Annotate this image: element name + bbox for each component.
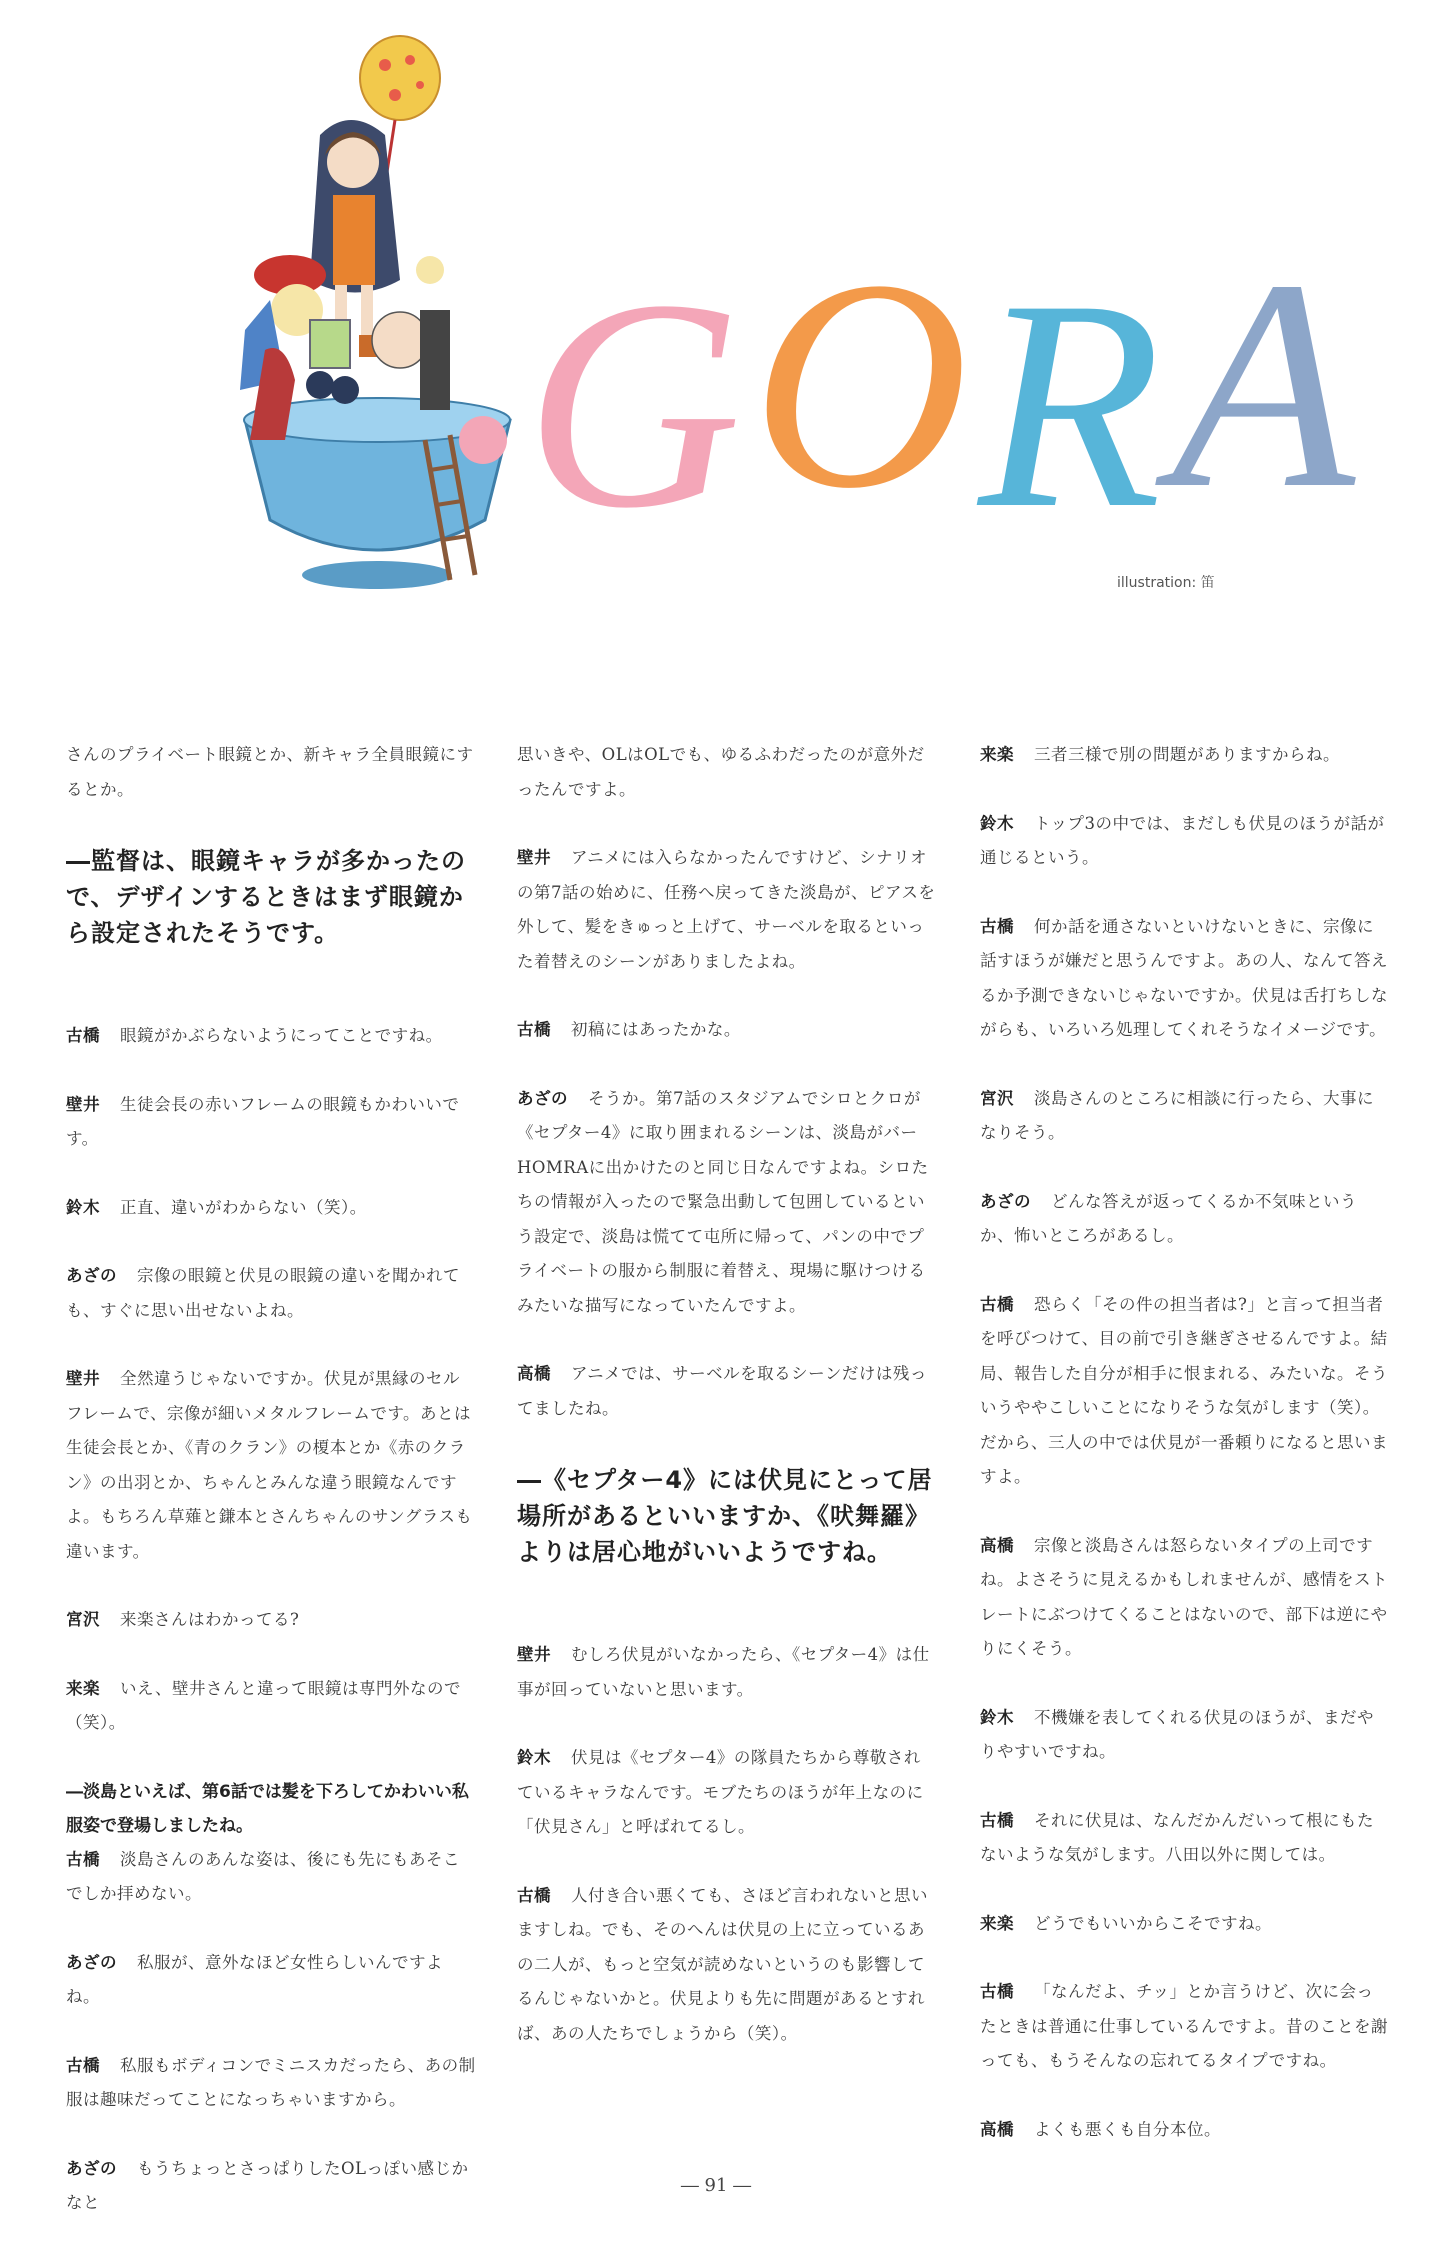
column-1 bbox=[66, 738, 476, 2255]
dialogue-entry bbox=[980, 1701, 1390, 1770]
dialogue-entry bbox=[66, 1259, 476, 1328]
dialogue-text: どんな答えが返ってくるか不気味というか、怖いところがあるし。 bbox=[980, 1191, 1357, 1245]
speaker-name: あざの bbox=[517, 1088, 568, 1108]
dialogue-text: 眼鏡がかぶらないようにってことですね。 bbox=[120, 1026, 443, 1045]
page-number: ― 91 ― bbox=[680, 2175, 752, 2196]
speaker-name: 古橋 bbox=[980, 1810, 1014, 1830]
illustration-credit: illustration: 笛 bbox=[1117, 575, 1215, 591]
logo-letter: O bbox=[751, 218, 979, 550]
dialogue-text: 淡島さんのところに相談に行ったら、大事になりそう。 bbox=[980, 1088, 1374, 1142]
speaker-name: 鈴木 bbox=[980, 813, 1014, 833]
dialogue-entry bbox=[66, 1946, 476, 2015]
dialogue-text: 私服が、意外なほど女性らしいんですよね。 bbox=[66, 1952, 443, 2006]
column-3 bbox=[980, 738, 1390, 2181]
dialogue-text: 初稿にはあったかな。 bbox=[571, 1020, 741, 1039]
dialogue-text: もうちょっとさっぱりしたOLっぽい感じかなと bbox=[66, 2158, 469, 2212]
dialogue-text: そうか。第7話のスタジアムでシロとクロが《セプター4》に取り囲まれるシーンは、淡島がバーHOMRAに出かけたのと同じ日なんですよね。シロたちの情報が入ったので緊急出動して包囲しているという設定で、淡島は慌てて屯所に帰って、パンの中でプライベートの服から制服に着替え、現場に駆けつけるみたいな描写になっていたんですよ。 bbox=[517, 1088, 929, 1315]
dialogue-text: さんのプライベート眼鏡とか、新キャラ全員眼鏡にするとか。 bbox=[66, 745, 474, 799]
speaker-name: 古橋 bbox=[66, 2055, 100, 2075]
speaker-name: 高橋 bbox=[980, 1535, 1014, 1555]
speaker-name: あざの bbox=[66, 1266, 117, 1285]
dialogue-entry bbox=[66, 1843, 476, 1912]
dialogue-text: 思いきや、OLはOLでも、ゆるふわだったのが意外だったんですよ。 bbox=[517, 745, 925, 799]
dialogue-text: 生徒会長の赤いフレームの眼鏡もかわいいです。 bbox=[66, 1094, 460, 1148]
dialogue-text: むしろ伏見がいなかったら、《セプター4》は仕事が回っていないと思います。 bbox=[517, 1645, 930, 1699]
speaker-name: 宮沢 bbox=[66, 1610, 100, 1629]
logo-letter: G bbox=[525, 238, 752, 570]
dialogue-entry bbox=[980, 2113, 1390, 2148]
speaker-name: 古橋 bbox=[980, 1982, 1014, 2001]
logo-letter: R bbox=[978, 238, 1172, 570]
dialogue-text: 三者三様で別の問題がありますからね。 bbox=[1034, 745, 1340, 764]
dialogue-text: 宗像と淡島さんは怒らないタイプの上司ですね。よさそうに見えるかもしれませんが、感情をストレートにぶつけてくることはないので、部下は逆にやりにくそう。 bbox=[980, 1535, 1388, 1658]
speaker-name: 壁井 bbox=[66, 1094, 100, 1114]
interview-question: ―淡島といえば、第6話では髪を下ろしてかわいい私服姿で登場しましたね。 bbox=[66, 1781, 469, 1836]
dialogue-text: 伏見は《セプター4》の隊員たちから尊敬されているキャラなんです。モブたちのほうが年上なのに「伏見さん」と呼ばれてるし。 bbox=[517, 1748, 924, 1836]
logo-letter: A bbox=[1171, 218, 1365, 550]
dialogue-text: 宗像の眼鏡と伏見の眼鏡の違いを聞かれても、すぐに思い出せないよね。 bbox=[66, 1266, 460, 1320]
speaker-name: 壁井 bbox=[517, 1645, 551, 1664]
dialogue-entry bbox=[66, 1603, 476, 1638]
speaker-name: あざの bbox=[66, 1952, 117, 1972]
speaker-name: 壁井 bbox=[517, 848, 551, 867]
dialogue-text: 全然違うじゃないですか。伏見が黒縁のセルフレームで、宗像が細いメタルフレームです。あとは生徒会長とか、《青のクラン》の榎本とか《赤のクラン》の出羽とか、ちゃんとみんな違う眼鏡なんですよ。もちろん草薙と鎌本とさんちゃんのサングラスも違います。 bbox=[66, 1369, 473, 1561]
dialogue-entry bbox=[66, 2049, 476, 2118]
dialogue-entry bbox=[517, 1879, 937, 2052]
dialogue-entry bbox=[66, 738, 476, 807]
dialogue-entry bbox=[66, 1672, 476, 1741]
dialogue-entry bbox=[517, 841, 937, 979]
speaker-name: あざの bbox=[980, 1191, 1031, 1211]
speaker-name: 高橋 bbox=[517, 1364, 551, 1383]
dialogue-entry bbox=[980, 1804, 1390, 1873]
speaker-name: 来楽 bbox=[66, 1678, 100, 1698]
dialogue-entry bbox=[517, 1357, 937, 1426]
gora-logo bbox=[525, 218, 1365, 570]
dialogue-entry bbox=[980, 1288, 1390, 1495]
dialogue-entry bbox=[517, 1741, 937, 1845]
speaker-name: 古橋 bbox=[66, 1026, 100, 1045]
dialogue-entry bbox=[66, 1019, 476, 1054]
dialogue-entry bbox=[66, 1362, 476, 1569]
dialogue-text: いえ、壁井さんと違って眼鏡は専門外なので（笑）。 bbox=[66, 1678, 461, 1732]
dialogue-entry bbox=[980, 1185, 1390, 1254]
dialogue-text: よくも悪くも自分本位。 bbox=[1034, 2119, 1221, 2139]
speaker-name: 鈴木 bbox=[517, 1748, 551, 1767]
dialogue-entry bbox=[980, 807, 1390, 876]
interview-question: ―《セプター4》には伏見にとって居場所があるといいますか、《吠舞羅》よりは居心地がいいようですね。 bbox=[517, 1466, 933, 1566]
character-illustration bbox=[225, 20, 525, 630]
speaker-name: 高橋 bbox=[980, 2119, 1014, 2139]
speaker-name: 来楽 bbox=[980, 745, 1014, 764]
dialogue-entry bbox=[517, 1013, 937, 1048]
dialogue-text: 不機嫌を表してくれる伏見のほうが、まだやりやすいですね。 bbox=[980, 1707, 1374, 1761]
dialogue-entry bbox=[980, 1975, 1390, 2079]
dialogue-entry bbox=[980, 1529, 1390, 1667]
logo-text bbox=[525, 218, 1365, 570]
dialogue-entry bbox=[980, 910, 1390, 1048]
dialogue-entry bbox=[517, 738, 937, 807]
dialogue-text: 来楽さんはわかってる? bbox=[120, 1610, 300, 1629]
dialogue-text: それに伏見は、なんだかんだいって根にもたないような気がします。八田以外に関しては。 bbox=[980, 1810, 1374, 1864]
dialogue-entry bbox=[980, 1082, 1390, 1151]
speaker-name: 鈴木 bbox=[66, 1197, 100, 1217]
speaker-name: 古橋 bbox=[980, 916, 1014, 936]
dialogue-text: 人付き合い悪くても、さほど言われないと思いますしね。でも、そのへんは伏見の上に立っているあの二人が、もっと空気が読めないというのも影響してるんじゃないかと。伏見よりも先に問題があるとすれば、あの人たちでしょうから（笑）。 bbox=[517, 1885, 928, 2043]
dialogue-entry bbox=[980, 1907, 1390, 1942]
dialogue-text: 私服もボディコンでミニスカだったら、あの制服は趣味だってことになっちゃいますから。 bbox=[66, 2055, 476, 2109]
column-2 bbox=[517, 738, 937, 2085]
dialogue-text: どうでもいいからこそですね。 bbox=[1034, 1913, 1272, 1933]
speaker-name: 古橋 bbox=[517, 1885, 551, 1905]
interview-question: ―監督は、眼鏡キャラが多かったので、デザインするときはまず眼鏡から設定されたそうです。 bbox=[66, 847, 466, 947]
dialogue-text: 正直、違いがわからない（笑）。 bbox=[120, 1197, 367, 1217]
speaker-name: 古橋 bbox=[980, 1294, 1014, 1314]
speaker-name: 古橋 bbox=[66, 1849, 100, 1869]
dialogue-entry bbox=[66, 1191, 476, 1226]
dialogue-text: アニメには入らなかったんですけど、シナリオの第7話の始めに、任務へ戻ってきた淡島が、ピアスを外して、髪をきゅっと上げて、サーベルを取るといった着替えのシーンがありましたよね。 bbox=[517, 848, 936, 971]
dialogue-entry bbox=[517, 1638, 937, 1707]
speaker-name: 壁井 bbox=[66, 1369, 100, 1388]
speaker-name: あざの bbox=[66, 2158, 117, 2178]
speaker-name: 鈴木 bbox=[980, 1707, 1014, 1727]
dialogue-text: アニメでは、サーベルを取るシーンだけは残ってましたね。 bbox=[517, 1364, 927, 1418]
speaker-name: 宮沢 bbox=[980, 1088, 1014, 1108]
dialogue-text: 「なんだよ、チッ」とか言うけど、次に会ったときは普通に仕事しているんですよ。昔のことを謝っても、もうそんなの忘れてるタイプですね。 bbox=[980, 1982, 1388, 2070]
dialogue-text: 淡島さんのあんな姿は、後にも先にもあそこでしか拝めない。 bbox=[66, 1849, 460, 1903]
dialogue-entry bbox=[517, 1082, 937, 1324]
dialogue-text: トップ3の中では、まだしも伏見のほうが話が通じるという。 bbox=[980, 813, 1385, 867]
dialogue-text: 恐らく「その件の担当者は?」と言って担当者を呼びつけて、目の前で引き継ぎさせるんですよ。結局、報告した自分が相手に恨まれる、みたいな。そういうややこしいことになりそうな気がします（笑）。だから、三人の中では伏見が一番頼りになると思いますよ。 bbox=[980, 1294, 1388, 1486]
dialogue-entry bbox=[66, 1088, 476, 1157]
dialogue-text: 何か話を通さないといけないときに、宗像に話すほうが嫌だと思うんですよ。あの人、なんて答えるか予測できないじゃないですか。伏見は舌打ちしながらも、いろいろ処理してくれそうなイメージです。 bbox=[980, 916, 1388, 1039]
speaker-name: 来楽 bbox=[980, 1913, 1014, 1933]
speaker-name: 古橋 bbox=[517, 1020, 551, 1039]
dialogue-entry bbox=[980, 738, 1390, 773]
